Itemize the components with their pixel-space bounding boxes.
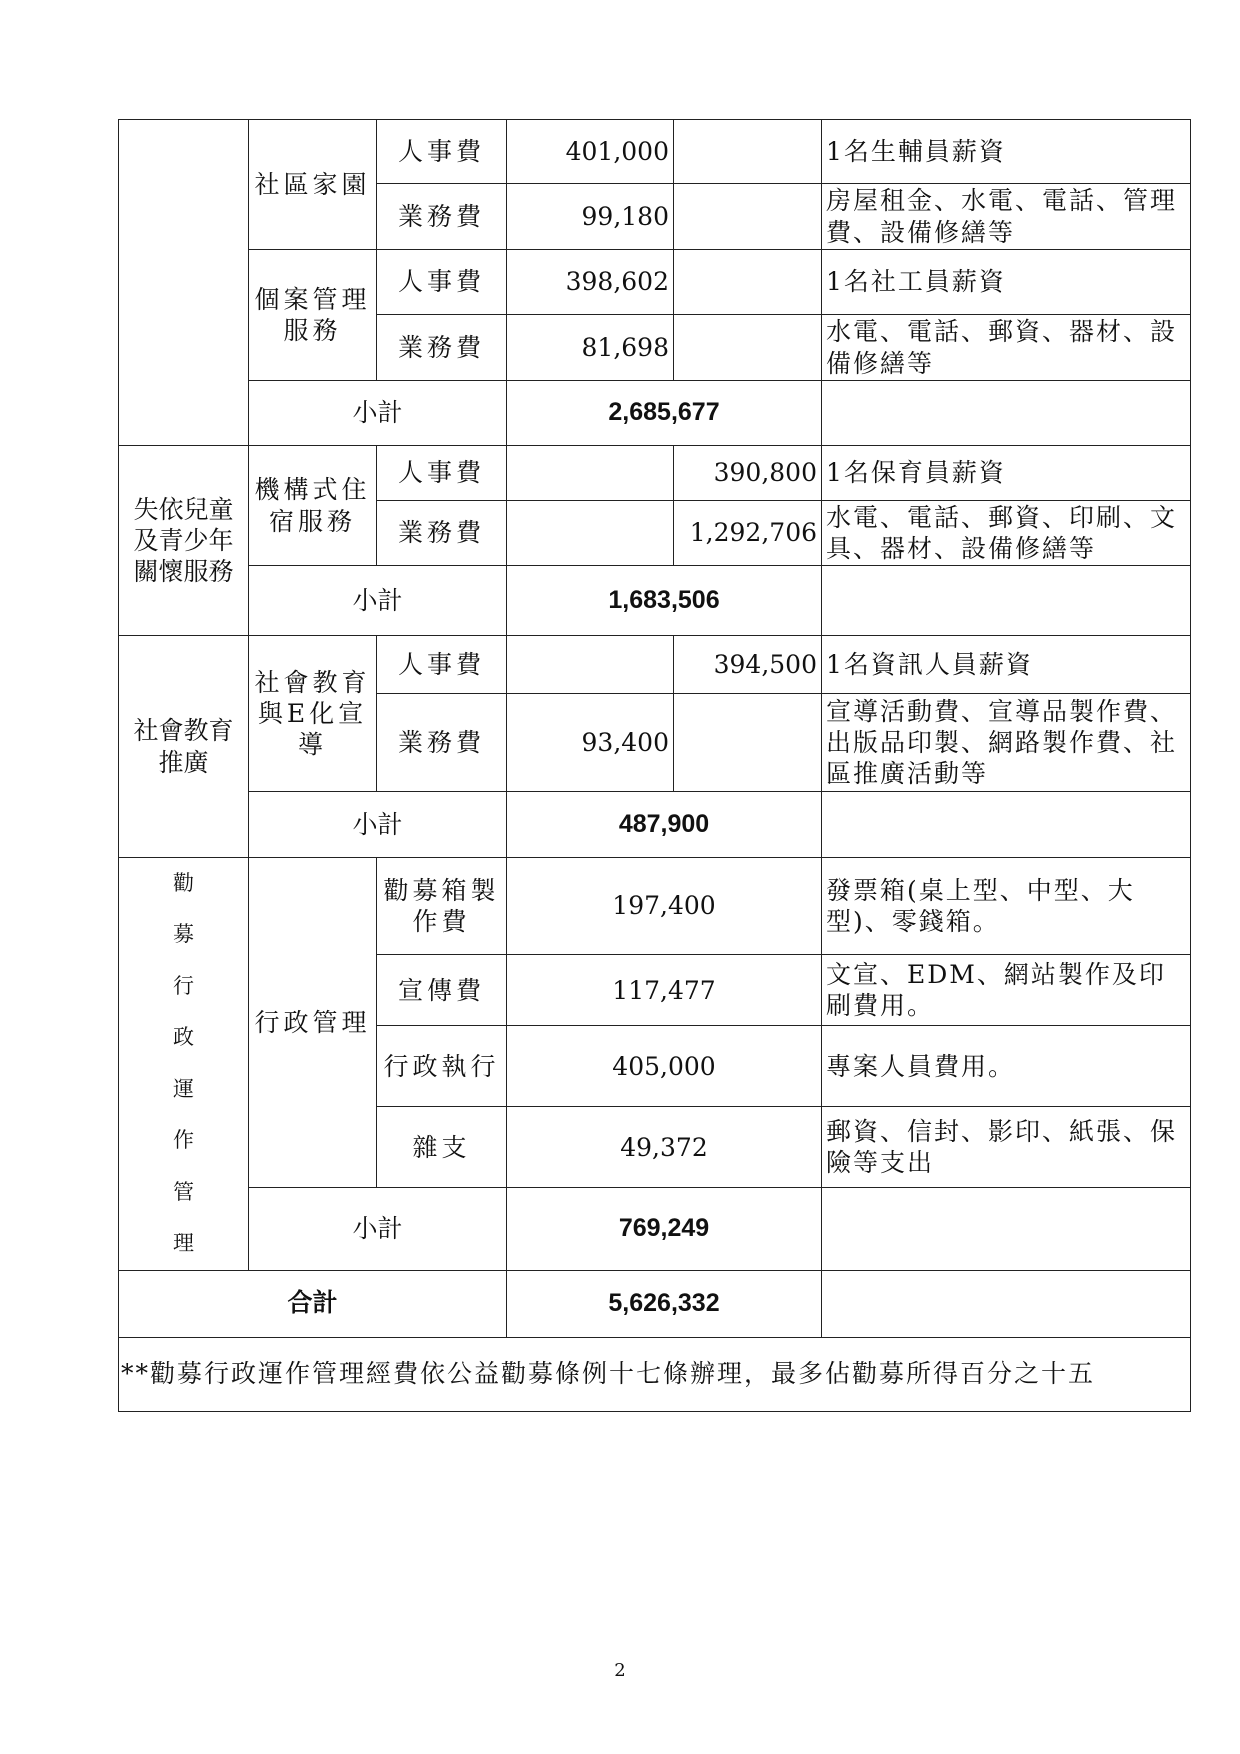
subtotal-row: [119, 381, 1191, 446]
empty-cell: [822, 381, 1191, 446]
table-row: [119, 636, 1191, 694]
table-row: [119, 250, 1191, 315]
footnote: **勸募行政運作管理經費依公益勸募條例十七條辦理，最多佔勸募所得百分之十五: [119, 1337, 1191, 1411]
empty-cell: [822, 792, 1191, 858]
expense-type: 行政執行: [377, 1026, 507, 1107]
subtotal-value: 487,900: [507, 792, 822, 858]
expense-note: 專案人員費用。: [822, 1026, 1191, 1107]
expense-type: 人事費: [377, 120, 507, 184]
amount-cell: 93,400: [507, 694, 674, 792]
expense-note: 1名保育員薪資: [822, 446, 1191, 501]
footnote-row: [119, 1337, 1191, 1411]
amount-cell: [674, 120, 822, 184]
unit-name: 社會教育與E化宣導: [249, 636, 377, 792]
amount-cell: 398,602: [507, 250, 674, 315]
section-category: 社會教育推廣: [119, 636, 249, 858]
section-category-cell: [119, 858, 249, 1271]
expense-note: 發票箱(桌上型、中型、大型)、零錢箱。: [822, 858, 1191, 955]
section-category: 失依兒童及青少年關懷服務: [119, 446, 249, 636]
empty-cell: [822, 566, 1191, 636]
expense-type: 業務費: [377, 501, 507, 566]
amount-cell: 117,477: [507, 955, 822, 1026]
amount-cell: 99,180: [507, 184, 674, 250]
budget-table: [118, 119, 1191, 1412]
expense-type: 勸募箱製作費: [377, 858, 507, 955]
expense-note: 文宣、EDM、網站製作及印刷費用。: [822, 955, 1191, 1026]
subtotal-row: [119, 1188, 1191, 1270]
section-category-cell: [119, 120, 249, 446]
subtotal-row: [119, 792, 1191, 858]
expense-type: 人事費: [377, 446, 507, 501]
amount-cell: [674, 315, 822, 381]
amount-cell: [507, 501, 674, 566]
expense-type: 宣傳費: [377, 955, 507, 1026]
total-label: 合計: [119, 1270, 507, 1337]
amount-cell: 49,372: [507, 1107, 822, 1188]
amount-cell: 81,698: [507, 315, 674, 381]
subtotal-label: 小計: [249, 381, 507, 446]
unit-name: 個案管理服務: [249, 250, 377, 381]
empty-cell: [822, 1270, 1191, 1337]
amount-cell: 394,500: [674, 636, 822, 694]
amount-cell: [507, 636, 674, 694]
subtotal-row: [119, 566, 1191, 636]
amount-cell: 401,000: [507, 120, 674, 184]
amount-cell: [674, 250, 822, 315]
unit-name: 機構式住宿服務: [249, 446, 377, 566]
subtotal-label: 小計: [249, 566, 507, 636]
expense-note: 郵資、信封、影印、紙張、保險等支出: [822, 1107, 1191, 1188]
empty-cell: [822, 1188, 1191, 1270]
table-row: [119, 446, 1191, 501]
expense-type: 雜支: [377, 1107, 507, 1188]
expense-note: 水電、電話、郵資、器材、設備修繕等: [822, 315, 1191, 381]
expense-note: 房屋租金、水電、電話、管理費、設備修繕等: [822, 184, 1191, 250]
expense-type: 人事費: [377, 636, 507, 694]
expense-note: 1名生輔員薪資: [822, 120, 1191, 184]
amount-cell: 405,000: [507, 1026, 822, 1107]
expense-note: 宣導活動費、宣導品製作費、出版品印製、網路製作費、社區推廣活動等: [822, 694, 1191, 792]
amount-cell: [674, 184, 822, 250]
table-row: [119, 858, 1191, 955]
subtotal-label: 小計: [249, 1188, 507, 1270]
expense-type: 業務費: [377, 694, 507, 792]
expense-note: 1名社工員薪資: [822, 250, 1191, 315]
expense-note: 水電、電話、郵資、印刷、文具、器材、設備修繕等: [822, 501, 1191, 566]
subtotal-value: 2,685,677: [507, 381, 822, 446]
page-number: 2: [614, 1660, 626, 1681]
expense-note: 1名資訊人員薪資: [822, 636, 1191, 694]
amount-cell: 390,800: [674, 446, 822, 501]
subtotal-value: 769,249: [507, 1188, 822, 1270]
unit-name: 行政管理: [249, 858, 377, 1188]
total-row: [119, 1270, 1191, 1337]
amount-cell: [674, 694, 822, 792]
expense-type: 人事費: [377, 250, 507, 315]
unit-name: 社區家園: [249, 120, 377, 250]
amount-cell: 197,400: [507, 858, 822, 955]
expense-type: 業務費: [377, 184, 507, 250]
table-row: [119, 120, 1191, 184]
amount-cell: [507, 446, 674, 501]
subtotal-value: 1,683,506: [507, 566, 822, 636]
section-category: 勸募行政運作管理: [173, 871, 194, 1256]
total-value: 5,626,332: [507, 1270, 822, 1337]
expense-type: 業務費: [377, 315, 507, 381]
amount-cell: 1,292,706: [674, 501, 822, 566]
subtotal-label: 小計: [249, 792, 507, 858]
